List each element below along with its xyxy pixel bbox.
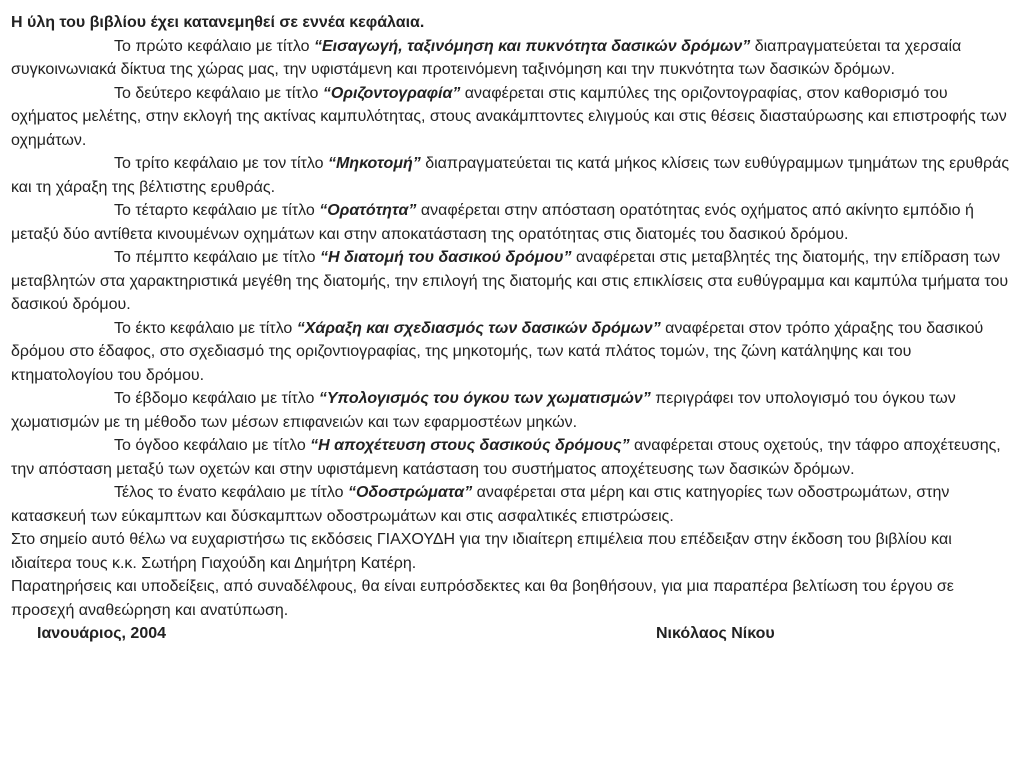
chapter-text-before: Το έβδομο κεφάλαιο με τίτλο (114, 390, 319, 407)
chapter-text-after: αναφέρεται στις καμπύλες της οριζοντογραφίας, στον καθορισμό του οχήματος μελέτης, στην εκλογή της ακτίνας καμπυλότητας, στους ανακάμπτοντες ελιγμούς και στις θέσεις διασταύρωσης και επιστροφής των οχημάτων. (11, 84, 1007, 149)
chapter-title: “Η διατομή του δασικού δρόμου” (319, 249, 572, 266)
chapter-item-7 (11, 387, 1013, 434)
signature-date: Ιανουάριος, 2004 (37, 625, 167, 642)
intro-heading: Η ύλη του βιβλίου έχει κατανεμηθεί σε εννέα κεφάλαια. (11, 14, 425, 31)
document-page (11, 11, 1013, 646)
chapter-item-5 (11, 246, 1013, 317)
chapter-title: “Μηκοτομή” (327, 155, 421, 172)
chapter-item-9 (11, 481, 1013, 528)
chapter-title: “Εισαγωγή, ταξινόμηση και πυκνότητα δασικών δρόμων” (313, 37, 751, 55)
chapter-text-after: περιγράφει τον υπολογισμό του όγκου των χωματισμών με τη μέθοδο των μέσων επιφανειών και των εφαρμοστέων μηκών. (11, 390, 956, 431)
chapter-text-before: Το τέταρτο κεφάλαιο με τίτλο (114, 202, 320, 219)
chapter-item-2 (11, 82, 1013, 153)
chapter-text-after: αναφέρεται στα μέρη και στις κατηγορίες των οδοστρωμάτων, στην κατασκευή των εύκαμπτων και δύσκαμπτων οδοστρωμάτων και στις ασφαλτικές επιστρώσεις. (11, 484, 950, 525)
signature-block (11, 622, 1013, 646)
chapter-title: “Ορατότητα” (319, 202, 417, 219)
thanks-paragraph: Στο σημείο αυτό θέλω να ευχαριστήσω τις εκδόσεις ΓΙΑΧΟΥΔΗ για την ιδιαίτερη επιμέλεια που επέδειξαν στην έκδοση του βιβλίου και ιδιαίτερα τους κ.κ. Σωτήρη Γιαχούδη και Δημήτρη Κατέρη. (11, 531, 952, 572)
chapter-text-before: Το τρίτο κεφάλαιο με τον τίτλο (114, 155, 328, 172)
chapter-text-after: αναφέρεται στην απόσταση ορατότητας ενός οχήματος από ακίνητο εμπόδιο ή μεταξύ δύο αντίθετα κινουμένων οχημάτων και στην αποκατάσταση της ορατότητας στις διατομές του δασικού δρόμου. (11, 202, 974, 243)
chapter-text-before: Τέλος το ένατο κεφάλαιο με τίτλο (114, 484, 348, 501)
chapter-text-before: Το πρώτο κεφάλαιο με τίτλο (114, 37, 314, 55)
chapter-text-before: Το δεύτερο κεφάλαιο με τίτλο (114, 84, 323, 102)
chapter-text-after: αναφέρεται στους οχετούς, την τάφρο αποχέτευσης, την απόσταση μεταξύ των οχετών και στην υφιστάμενη κατάσταση του συστήματος αποχέτευσης των δασικών δρόμων. (11, 437, 1001, 478)
chapter-item-1 (11, 35, 1013, 82)
chapter-text-before: Το έκτο κεφάλαιο με τίτλο (114, 319, 297, 337)
chapter-title: “Υπολογισμός του όγκου των χωματισμών” (318, 390, 651, 407)
chapter-text-after: αναφέρεται στις μεταβλητές της διατομής, την επίδραση των μεταβλητών στα χαρακτηριστικά μεγέθη της διατομής, την επιλογή της διατομής και στις επικλίσεις στα ευθύγραμμα και καμπύλα τμήματα του δασικού δρόμου. (11, 249, 1009, 313)
chapter-list (11, 35, 1013, 529)
remarks-paragraph: Παρατηρήσεις και υποδείξεις, από συναδέλφους, θα είναι ευπρόσδεκτες και θα βοηθήσουν, για μια παραπέρα βελτίωση του έργου σε προσεχή αναθεώρηση και ανατύπωση. (11, 578, 954, 619)
chapter-title: “Χάραξη και σχεδιασμός των δασικών δρόμων” (296, 319, 661, 337)
chapter-title: “Η αποχέτευση στους δασικούς δρόμους” (310, 437, 630, 454)
chapter-title: “Οριζοντογραφία” (322, 84, 461, 102)
chapter-item-6 (11, 317, 1013, 388)
chapter-text-before: Το όγδοο κεφάλαιο με τίτλο (114, 437, 311, 454)
chapter-item-8 (11, 434, 1013, 481)
chapter-item-3 (11, 152, 1013, 199)
signature-author: Νικόλαος Νίκου (656, 625, 775, 642)
chapter-text-before: Το πέμπτο κεφάλαιο με τίτλο (114, 249, 320, 266)
chapter-item-4 (11, 199, 1013, 246)
chapter-text-after: διαπραγματεύεται τα χερσαία συγκοινωνιακά δίκτυα της χώρας μας, την υφιστάμενη και προτεινόμενη ταξινόμηση και την πυκνότητα των δασικών δρόμων. (11, 37, 962, 78)
chapter-text-after: διαπραγματεύεται τις κατά μήκος κλίσεις των ευθύγραμμων τμημάτων της ερυθράς και τη χάραξη της βέλτιστης ερυθράς. (11, 155, 1010, 196)
chapter-text-after: αναφέρεται στον τρόπο χάραξης του δασικού δρόμου στο έδαφος, στο σχεδιασμό της οριζοντιογραφίας, της μηκοτομής, των κατά πλάτος τομών, της ζώνη κατάληψης και του κτηματολογίου του δρόμου. (11, 319, 984, 384)
chapter-title: “Οδοστρώματα” (347, 484, 473, 501)
